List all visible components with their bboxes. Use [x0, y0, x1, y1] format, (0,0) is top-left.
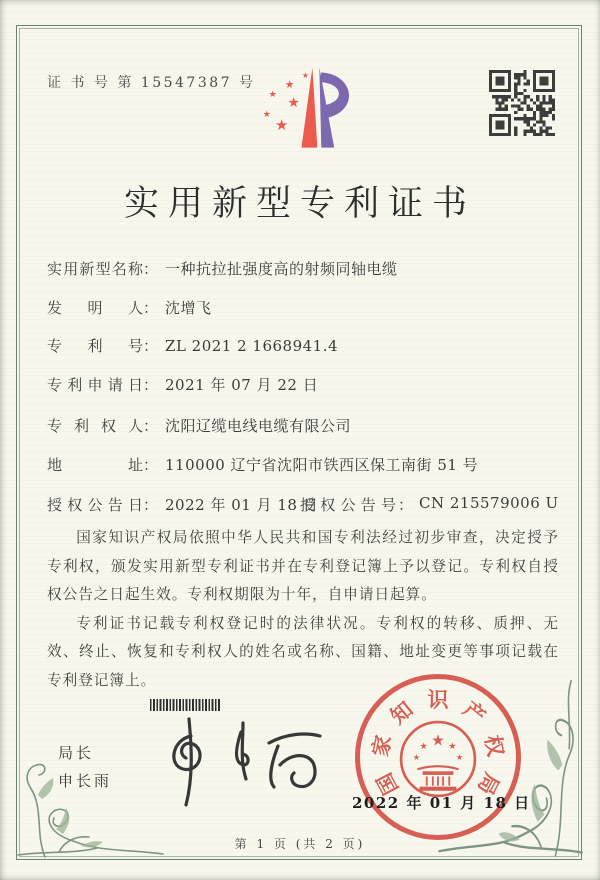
svg-text:★: ★ — [268, 90, 277, 101]
field-inventor — [47, 297, 559, 318]
seal-char: 局 — [472, 768, 505, 800]
seal-char: 权 — [480, 732, 509, 759]
field-label: 授权公告日 — [47, 496, 143, 514]
page-number: 第 1 页 (共 2 页) — [234, 837, 366, 851]
colon: ： — [143, 456, 159, 474]
field-value: 2022 年 01 月 18 日 — [165, 496, 319, 514]
field-grant-date-and-number — [47, 494, 559, 515]
svg-text:★: ★ — [412, 752, 421, 763]
svg-text:★: ★ — [287, 95, 300, 112]
handwritten-signature-icon — [153, 712, 325, 810]
field-value: 110000 辽宁省沈阳市铁西区保工南街 51 号 — [165, 456, 479, 474]
colon: ： — [143, 299, 159, 317]
svg-text:★: ★ — [284, 78, 295, 92]
colon: ： — [143, 337, 159, 355]
seal-char: 产 — [458, 696, 491, 729]
signer-title: 局长 — [58, 744, 95, 762]
svg-text:★: ★ — [448, 740, 457, 752]
colon: ： — [398, 496, 414, 514]
official-seal — [355, 674, 521, 840]
colon: ： — [143, 417, 159, 435]
field-value: ZL 2021 2 1668941.4 — [165, 337, 339, 355]
qr-code — [489, 70, 555, 136]
colon: ： — [143, 376, 159, 394]
certificate-number: 证 书 号 第 15547387 号 — [47, 75, 256, 91]
seal-char: 知 — [385, 696, 418, 729]
document-title: 实用新型专利证书 — [123, 184, 476, 224]
seal-char: 识 — [427, 687, 449, 712]
field-label: 专利号 — [47, 337, 143, 355]
field-label: 专利申请日 — [47, 376, 143, 394]
cnipa-logo-icon — [243, 60, 357, 156]
field-utility-model-name — [47, 258, 559, 279]
field-value: 一种抗拉扯强度高的射频同轴电缆 — [165, 260, 398, 278]
seal-char: 国 — [371, 768, 404, 800]
field-label: 地址 — [47, 456, 143, 474]
barcode-icon — [150, 699, 220, 711]
colon: ： — [143, 496, 159, 514]
seal-date: 2022 年 01 月 18 日 — [352, 794, 531, 812]
colon: ： — [143, 260, 159, 278]
field-address — [47, 454, 559, 475]
floral-flourish-bottom-left-icon — [15, 736, 165, 860]
field-patentee — [47, 415, 559, 436]
svg-text:★: ★ — [431, 731, 445, 750]
legal-paragraph-1: 国家知识产权局依照中华人民共和国专利法经过初步审查，决定授予专利权，颁发实用新型专利证书并在专利登记簿上予以登记。专利权自授权公告之日起生效。专利权期限为十年，自申请日起算。 — [47, 529, 559, 603]
svg-text:★: ★ — [455, 752, 464, 763]
field-label: 授权公告号 — [300, 496, 396, 514]
national-emblem-icon — [397, 718, 479, 800]
field-filing-date — [47, 374, 559, 395]
svg-text:★: ★ — [419, 740, 428, 752]
legal-text — [47, 524, 559, 695]
field-label: 专利权人 — [47, 417, 143, 435]
svg-text:★: ★ — [274, 115, 289, 134]
field-value: 沈增飞 — [165, 299, 212, 317]
signer-name: 申长雨 — [58, 772, 113, 790]
field-label: 实用新型名称 — [47, 260, 143, 278]
svg-text:★: ★ — [262, 109, 271, 120]
svg-text:★: ★ — [301, 71, 310, 81]
field-value: 2021 年 07 月 22 日 — [165, 376, 319, 394]
field-label: 发明人 — [47, 299, 143, 317]
field-value: CN 215579006 U — [419, 494, 559, 512]
field-patent-number — [47, 335, 559, 356]
field-value: 沈阳辽缆电线电缆有限公司 — [165, 417, 352, 435]
seal-char: 家 — [367, 732, 396, 759]
legal-paragraph-2: 专利证书记载专利权登记时的法律状况。专利权的转移、质押、无效、终止、恢复和专利权人的姓名或名称、国籍、地址变更等事项记载在专利登记簿上。 — [47, 614, 559, 689]
